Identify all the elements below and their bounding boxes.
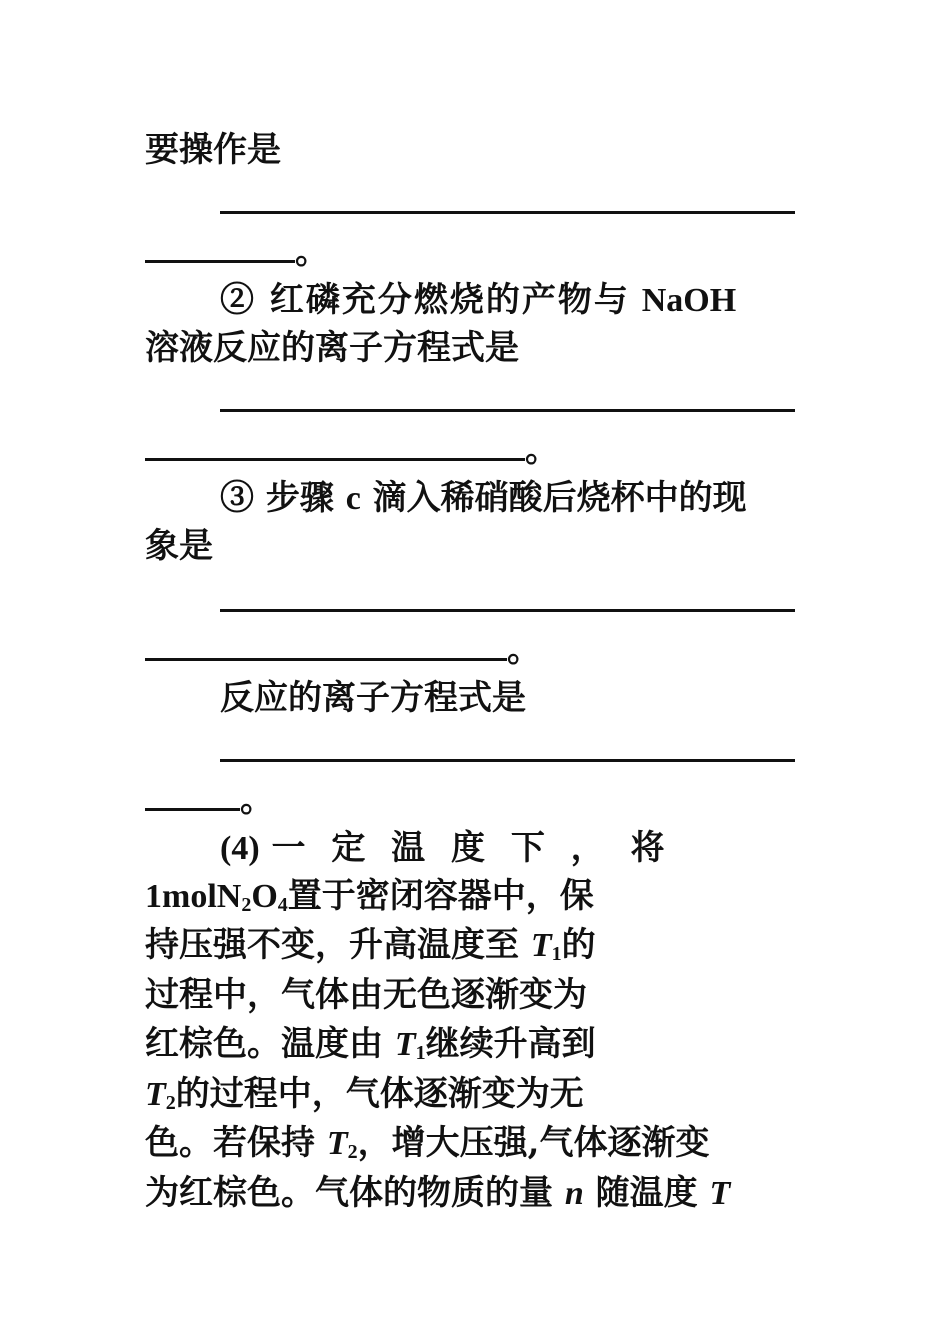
text-line	[145, 130, 281, 170]
subscript: 2	[165, 1092, 176, 1114]
text: 反应的离子方程式是	[220, 678, 526, 718]
answer-blank-line	[145, 780, 274, 820]
formula-naoh: NaOH	[641, 282, 737, 319]
text-line	[145, 1173, 730, 1214]
text-line	[145, 876, 594, 917]
period: 。	[295, 232, 329, 272]
subscript: 2	[347, 1141, 358, 1163]
text: 红棕色。温度由	[145, 1024, 383, 1064]
answer-blank	[220, 211, 795, 214]
subscript: 1	[551, 943, 562, 965]
period: 。	[507, 630, 541, 670]
text-line	[220, 678, 526, 718]
text-line	[145, 1074, 584, 1115]
answer-blank	[145, 632, 507, 661]
text: 置于密闭容器中，保	[287, 876, 594, 916]
text: 一 定 温 度 下 ， 将	[271, 828, 672, 868]
text: 象是	[145, 526, 213, 566]
text-line	[145, 328, 519, 368]
text: 要操作是	[145, 130, 281, 170]
text-line	[145, 925, 596, 966]
formula: O	[251, 878, 278, 915]
text: 溶液反应的离子方程式是	[145, 328, 519, 368]
text: ，增大压强,气体逐渐变	[357, 1123, 710, 1163]
answer-blank-line	[145, 630, 541, 670]
text-line	[145, 975, 587, 1015]
text-line	[220, 828, 672, 869]
answer-blank	[145, 432, 525, 461]
answer-blank	[145, 234, 295, 263]
text: 持压强不变，升高温度至	[145, 925, 519, 965]
text-line	[220, 280, 736, 321]
period: 。	[240, 780, 274, 820]
variable-t: T	[530, 927, 552, 964]
text: 滴入稀硝酸后烧杯中的现	[372, 478, 747, 518]
variable-t: T	[709, 1175, 731, 1212]
variable-n: n	[564, 1175, 584, 1212]
answer-blank	[220, 759, 795, 762]
text: 色。若保持	[145, 1123, 315, 1163]
answer-blank	[220, 609, 795, 612]
question-number: (4)	[220, 830, 260, 867]
text: ③ 步骤	[220, 478, 334, 518]
text: 的	[561, 925, 596, 965]
answer-blank	[220, 409, 795, 412]
text: 的过程中，气体逐渐变为无	[175, 1074, 584, 1114]
formula: 1molN	[145, 878, 242, 915]
text-line	[145, 1024, 596, 1065]
text: 过程中，气体由无色逐渐变为	[145, 975, 587, 1015]
variable-t: T	[394, 1026, 416, 1063]
answer-blank-line	[145, 232, 329, 272]
period: 。	[525, 430, 559, 470]
answer-blank-line	[145, 430, 559, 470]
text: 继续升高到	[425, 1024, 596, 1064]
subscript: 2	[241, 894, 252, 916]
variable-t: T	[145, 1076, 166, 1113]
text-line	[145, 1123, 709, 1164]
subscript: 1	[415, 1042, 426, 1064]
variable-t: T	[326, 1125, 348, 1162]
text-line	[145, 526, 213, 566]
subscript: 4	[277, 894, 288, 916]
text: 为红棕色。气体的物质的量	[145, 1173, 553, 1213]
text-line	[220, 478, 747, 519]
step-label: c	[345, 480, 361, 517]
answer-blank	[145, 782, 240, 811]
text: ② 红磷充分燃烧的产物与	[220, 280, 630, 320]
text: 随温度	[595, 1173, 698, 1213]
